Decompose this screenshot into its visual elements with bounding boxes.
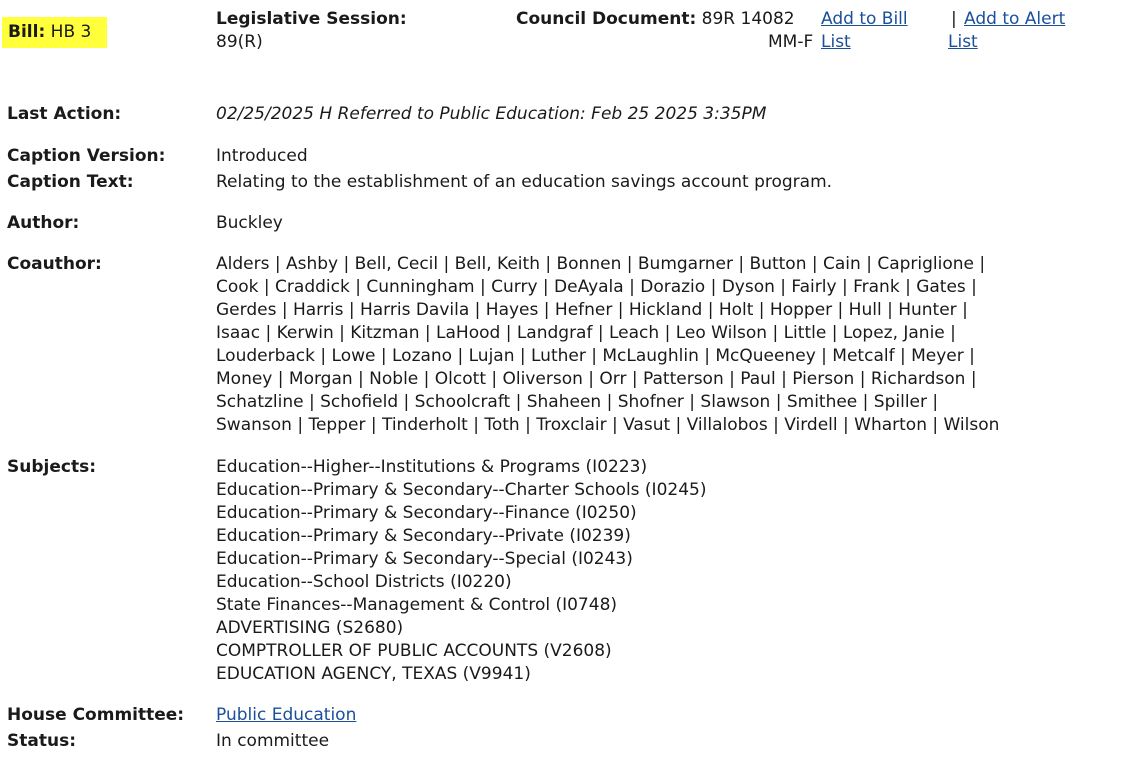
status-value: In committee xyxy=(216,731,330,751)
coauthor-line: Schatzline | Schofield | Schoolcraft | Shaheen | Shofner | Slawson | Smithee | Spiller | xyxy=(216,392,939,412)
caption-text-value: Relating to the establishment of an education savings account program. xyxy=(216,172,833,192)
session-value: 89(R) xyxy=(216,32,263,52)
subject-item: Education--Primary & Secondary--Private (I0239) xyxy=(216,526,631,546)
subject-item: Education--Primary & Secondary--Special (I0243) xyxy=(216,549,633,569)
add-to-bill-list-link[interactable]: Add to Bill xyxy=(821,9,908,29)
caption-version-label: Caption Version: xyxy=(7,146,166,166)
subject-item: Education--Primary & Secondary--Charter Schools (I0245) xyxy=(216,480,707,500)
council-value-line1: 89R 14082 xyxy=(701,9,795,29)
bill-number: HB 3 xyxy=(50,22,92,42)
author-value: Buckley xyxy=(216,213,283,233)
coauthor-line: Alders | Ashby | Bell, Cecil | Bell, Keith | Bonnen | Bumgarner | Button | Cain | Capriglione | xyxy=(216,254,986,274)
caption-version-value: Introduced xyxy=(216,146,308,166)
add-to-alert-list-link[interactable]: Add to Alert xyxy=(964,9,1066,29)
coauthor-line: Swanson | Tepper | Tinderholt | Toth | Troxclair | Vasut | Villalobos | Virdell | Wharton | Wilson xyxy=(216,415,1000,435)
subject-item: Education--Higher--Institutions & Programs (I0223) xyxy=(216,457,648,477)
council-value-line2: MM-F xyxy=(768,32,814,52)
house-committee-label: House Committee: xyxy=(7,705,185,725)
coauthor-line: Cook | Craddick | Cunningham | Curry | DeAyala | Dorazio | Dyson | Fairly | Frank | Gates | xyxy=(216,277,977,297)
coauthor-line: Louderback | Lowe | Lozano | Lujan | Luther | McLaughlin | McQueeney | Metcalf | Meyer | xyxy=(216,346,975,366)
subject-item: COMPTROLLER OF PUBLIC ACCOUNTS (V2608) xyxy=(216,641,612,661)
author-label: Author: xyxy=(7,213,80,233)
council-label: Council Document: xyxy=(516,9,697,29)
council-document xyxy=(516,8,795,31)
bill-number-field xyxy=(8,21,91,44)
last-action-label: Last Action: xyxy=(7,104,122,124)
add-to-alert-list-link-cont[interactable]: List xyxy=(948,32,978,52)
subject-item: Education--Primary & Secondary--Finance (I0250) xyxy=(216,503,637,523)
coauthor-list xyxy=(216,253,999,437)
link-separator: | xyxy=(951,9,957,29)
last-action-value: 02/25/2025 H Referred to Public Education: Feb 25 2025 3:35PM xyxy=(216,104,767,124)
session-label: Legislative Session: xyxy=(216,9,407,29)
subject-item: Education--School Districts (I0220) xyxy=(216,572,512,592)
status-label: Status: xyxy=(7,731,76,751)
coauthor-label: Coauthor: xyxy=(7,254,102,274)
coauthor-line: Gerdes | Harris | Harris Davila | Hayes | Hefner | Hickland | Holt | Hopper | Hull | Hunter | xyxy=(216,300,968,320)
subjects-list xyxy=(216,456,706,686)
subject-item: ADVERTISING (S2680) xyxy=(216,618,404,638)
subject-item: EDUCATION AGENCY, TEXAS (V9941) xyxy=(216,664,531,684)
house-committee-link[interactable]: Public Education xyxy=(216,705,357,725)
bill-label: Bill: xyxy=(8,22,46,42)
coauthor-line: Isaac | Kerwin | Kitzman | LaHood | Landgraf | Leach | Leo Wilson | Little | Lopez, Janie | xyxy=(216,323,956,343)
subject-item: State Finances--Management & Control (I0748) xyxy=(216,595,618,615)
subjects-label: Subjects: xyxy=(7,457,96,477)
caption-text-label: Caption Text: xyxy=(7,172,134,192)
add-to-bill-list-link-cont[interactable]: List xyxy=(821,32,851,52)
coauthor-line: Money | Morgan | Noble | Olcott | Oliverson | Orr | Patterson | Paul | Pierson | Richardson | xyxy=(216,369,977,389)
